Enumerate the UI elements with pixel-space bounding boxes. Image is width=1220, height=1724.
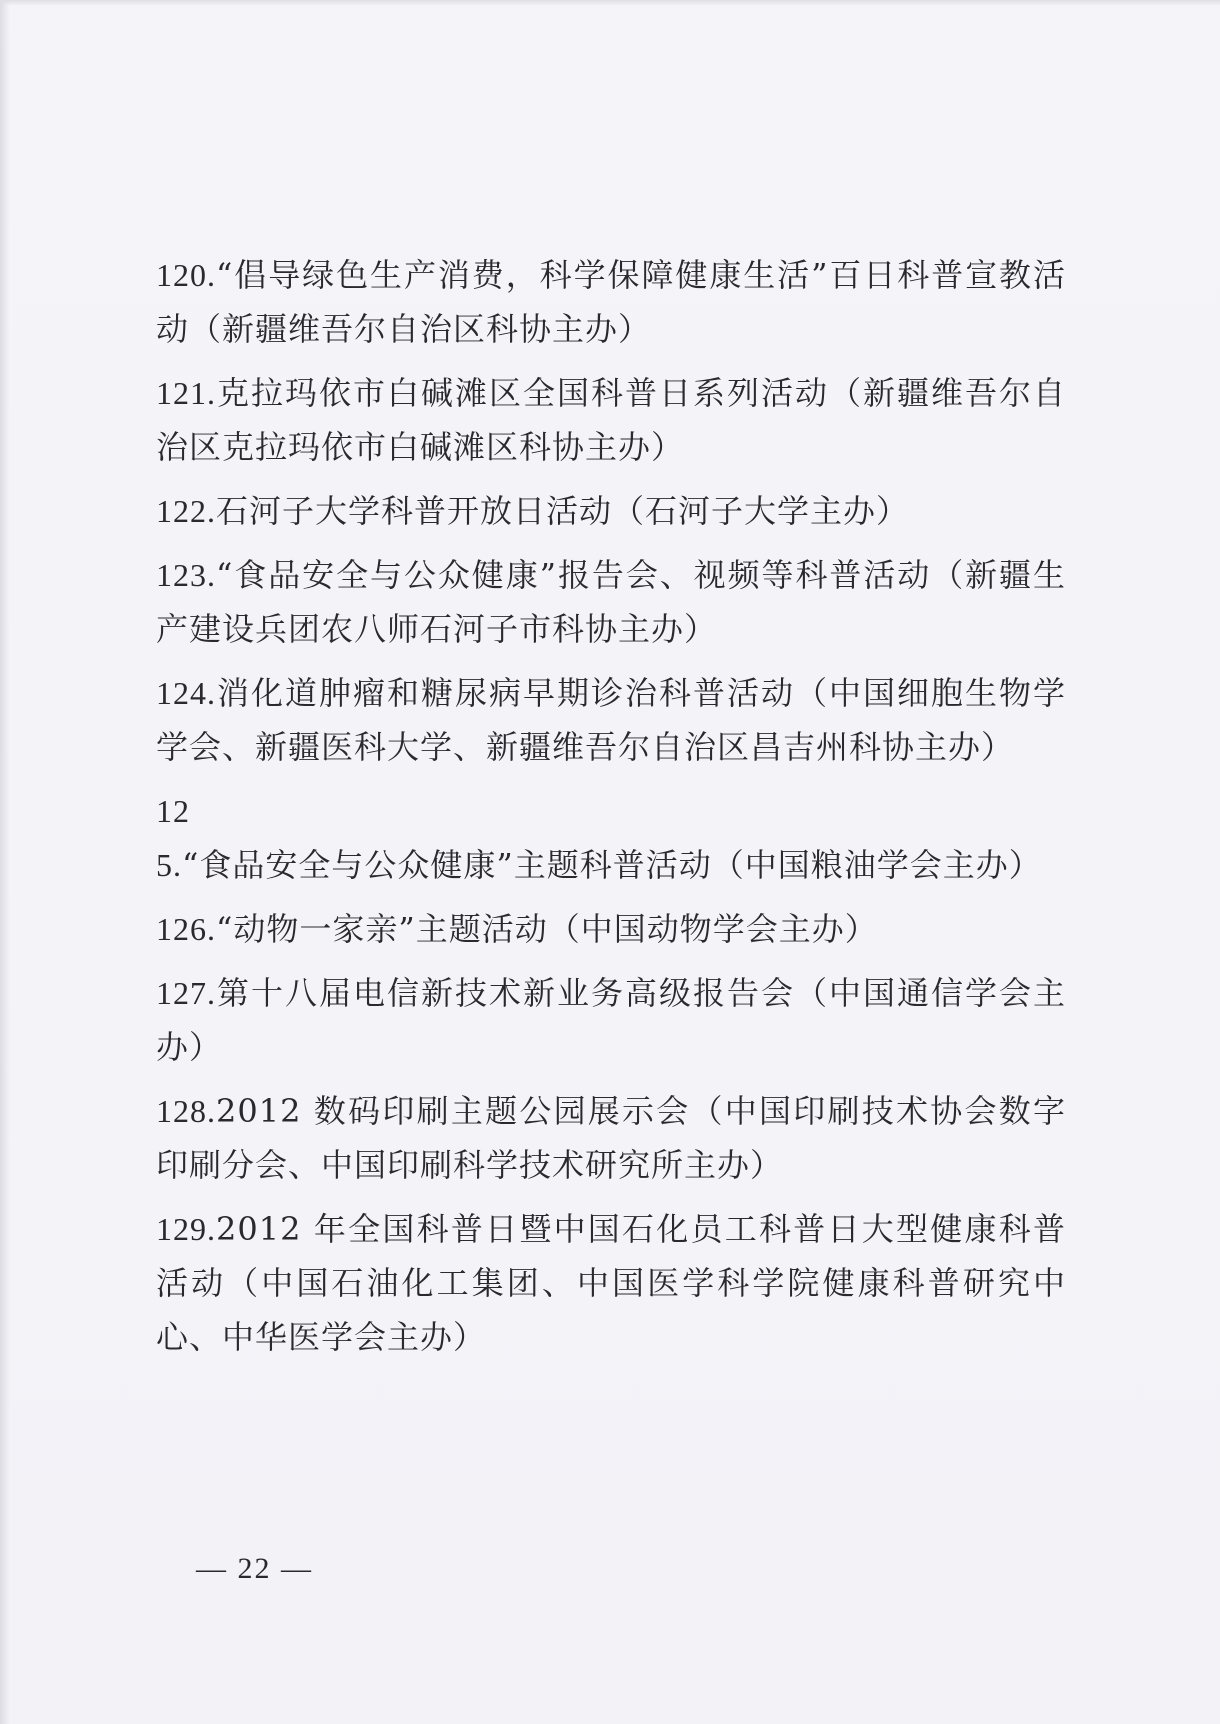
item-number: 126.	[156, 911, 216, 947]
item-text: 2012 数码印刷主题公园展示会（中国印刷技术协会数字印刷分会、中国印刷科学技术研究所主办）	[156, 1092, 1066, 1184]
item-text: “食品安全与公众健康”主题科普活动（中国粮油学会主办）	[182, 846, 1042, 884]
list-item	[156, 484, 1066, 538]
item-number: 128.	[156, 1093, 216, 1129]
item-text: “食品安全与公众健康”报告会、视频等科普活动（新疆生产建设兵团农八师石河子市科协主办）	[156, 556, 1066, 648]
list-item	[156, 966, 1066, 1074]
item-number: 120.	[156, 257, 216, 293]
item-text: 石河子大学科普开放日活动（石河子大学主办）	[216, 492, 910, 530]
scan-edge-top	[0, 0, 1220, 6]
item-number: 129.	[156, 1211, 216, 1247]
item-text: 克拉玛依市白碱滩区全国科普日系列活动（新疆维吾尔自治区克拉玛依市白碱滩区科协主办）	[156, 374, 1066, 466]
list-item	[156, 1084, 1066, 1192]
item-text: 消化道肿瘤和糖尿病早期诊治科普活动（中国细胞生物学学会、新疆医科大学、新疆维吾尔自治区昌吉州科协主办）	[156, 674, 1066, 766]
item-text: 2012 年全国科普日暨中国石化员工科普日大型健康科普活动（中国石油化工集团、中国医学科学院健康科普研究中心、中华医学会主办）	[156, 1210, 1066, 1356]
list-item	[156, 666, 1066, 774]
item-text: 第十八届电信新技术新业务高级报告会（中国通信学会主办）	[156, 974, 1066, 1066]
list-item	[156, 902, 1066, 956]
item-number: 127.	[156, 975, 216, 1011]
item-number: 123.	[156, 557, 216, 593]
item-number: 121.	[156, 375, 216, 411]
item-number: 122.	[156, 493, 216, 529]
list-item	[156, 1202, 1066, 1364]
list-item	[156, 784, 1066, 892]
item-number: 124.	[156, 675, 216, 711]
list-item	[156, 548, 1066, 656]
list-item	[156, 248, 1066, 356]
item-text: “动物一家亲”主题活动（中国动物学会主办）	[216, 910, 878, 948]
item-text: “倡导绿色生产消费，科学保障健康生活”百日科普宣教活动（新疆维吾尔自治区科协主办）	[156, 256, 1066, 348]
scan-edge-left	[0, 0, 10, 1724]
item-number: 125.	[156, 793, 190, 883]
list-item	[156, 366, 1066, 474]
page-number: — 22 —	[196, 1552, 313, 1585]
item-list	[156, 248, 1066, 1374]
